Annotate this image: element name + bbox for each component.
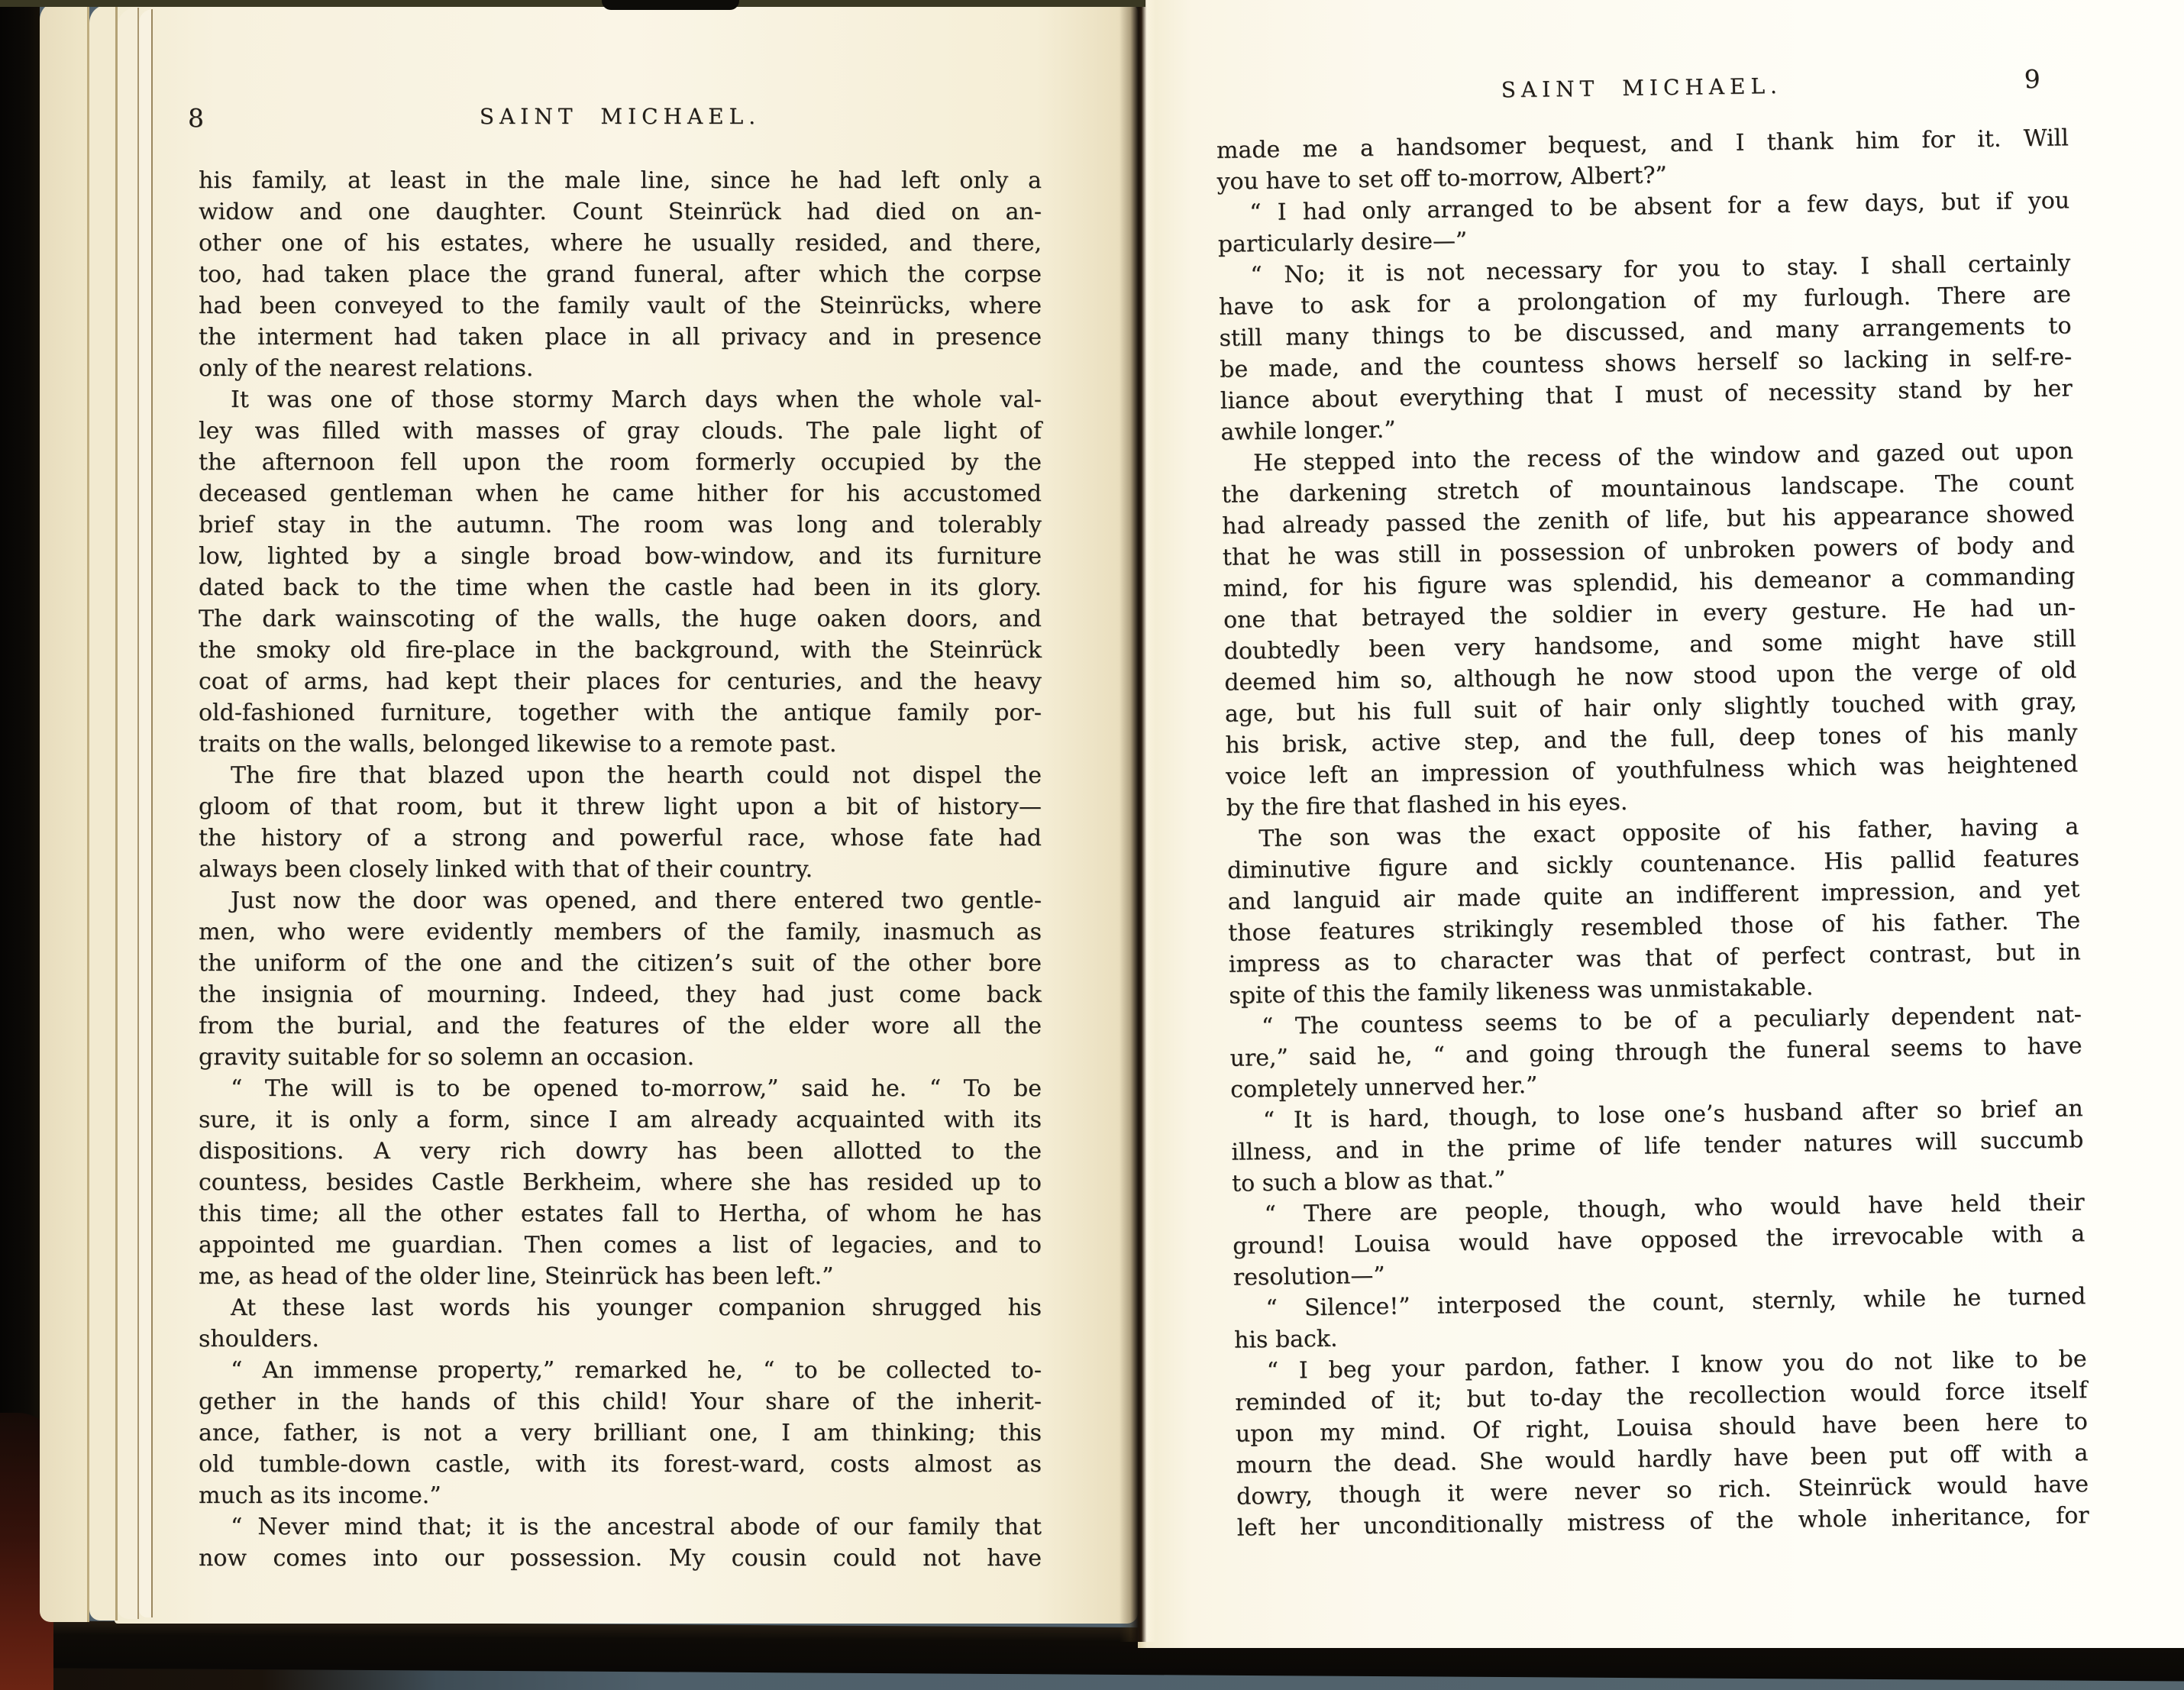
text-line: gravity suitable for so solemn an occasion. [199,1044,695,1071]
text-line: his brisk, active step, and the full, deep tones of his manly [1225,719,2078,759]
text-line: Just now the door was opened, and there entered two gentle- [231,887,1042,914]
top-edge-shadow [0,0,1145,7]
left-page-header [188,101,1042,136]
text-line: appointed me guardian. Then comes a list of legacies, and to [199,1232,1042,1259]
text-line: countess, besides Castle Berkheim, where she has resided up to [199,1169,1042,1196]
left-page [115,5,1138,1624]
spine-gutter-shadow [1119,0,1156,1642]
text-line: liance about everything that I must of necessity stand by her [1220,375,2073,415]
text-line: At these last words his younger companion shrugged his [231,1294,1042,1321]
text-line: the smoky old fire-place in the background, with the Steinrück [199,637,1042,664]
right-page-number: 9 [2024,63,2040,95]
text-line: dated back to the time when the castle had been in its glory. [199,574,1042,601]
text-line: dispositions. A very rich dowry has been allotted to the [199,1138,1042,1165]
text-line: those features strikingly resembled those of his father. The [1227,907,2081,947]
page-edge-sheet [89,5,118,1621]
text-line: the darkening stretch of mountainous landscape. The count [1221,469,2074,509]
text-line: “ I had only arranged to be absent for a few days, but if you [1249,187,2070,227]
text-line: made me a handsomer bequest, and I thank him for it. Will [1216,124,2069,164]
text-line: gether in the hands of this child! Your share of the inherit- [199,1388,1042,1415]
text-line: diminutive figure and sickly countenance. His pallid features [1226,845,2080,884]
text-line: completely unnerved her.” [1229,1071,1538,1104]
text-line: upon my mind. Of right, Louisa should have been here to [1235,1408,2089,1448]
text-line: old-fashioned furniture, together with the antique family por- [199,700,1042,726]
text-line: resolution—” [1233,1262,1385,1291]
text-line: one that betrayed the soldier in every gesture. He had un- [1223,594,2076,634]
text-line: too, had taken place the grand funeral, after which the corpse [199,261,1042,288]
text-line: ure,” said he, “ and going through the funeral seems to have [1229,1032,2082,1072]
text-line: spite of this the family likeness was unmistakable. [1229,974,1814,1010]
text-line: have to ask for a prolongation of my furlough. There are [1218,281,2072,321]
text-line: The son was the exact opposite of his father, having a [1258,813,2079,853]
text-line: “ The will is to be opened to-morrow,” said he. “ To be [231,1075,1042,1102]
text-line: this time; all the other estates fall to Hertha, of whom he has [199,1200,1042,1227]
text-line: always been closely linked with that of their country. [199,856,813,883]
text-line: “ Never mind that; it is the ancestral abode of our family that [231,1514,1042,1540]
text-line: now comes into our possession. My cousin could not have [199,1545,1042,1572]
right-page-header [1216,63,2069,114]
text-line: “ There are people, though, who would have held their [1264,1189,2085,1229]
text-line: He stepped into the recess of the window and gazed out upon [1252,438,2074,477]
text-line: The fire that blazed upon the hearth could not dispel the [231,762,1042,789]
text-line: doubtedly been very handsome, and some might have still [1223,625,2076,665]
text-line: be made, and the countess shows herself so lacking in self-re- [1219,344,2073,383]
text-line: you have to set off to-morrow, Albert?” [1216,162,1668,195]
text-line: men, who were evidently members of the family, inasmuch as [199,919,1042,945]
text-line: particularly desire—” [1217,227,1468,258]
text-line: and languid air made quite an indifferent impression, and yet [1227,876,2080,916]
page-edge-sheet [118,8,139,1619]
text-line: mourn the dead. She would hardly have been put off with a [1236,1440,2089,1479]
page-edge-sheet [139,9,153,1617]
text-line: the uniform of the one and the citizen’s suit of the other bore [199,950,1042,977]
text-line: shoulders. [199,1326,319,1352]
text-line: the history of a strong and powerful race, whose fate had [199,825,1042,851]
text-line: It was one of those stormy March days when the whole val- [231,386,1042,413]
text-line: “ I beg your pardon, father. I know you do not like to be [1266,1346,2087,1385]
text-line: deemed him so, although he now stood upon the verge of old [1224,657,2077,696]
text-line: old tumble-down castle, with its forest-ward, costs almost as [199,1451,1042,1478]
text-line: low, lighted by a single broad bow-window, and its furniture [199,543,1042,570]
text-line: traits on the walls, belonged likewise to a remote past. [199,731,837,758]
top-edge-notch [602,0,739,10]
text-line: dowry, though it were never so rich. Steinrück would have [1236,1471,2089,1511]
text-line: impress as to character was that of perfect contrast, but in [1228,939,2081,978]
text-line: ance, father, is not a very brilliant one, I am thinking; this [199,1420,1042,1446]
text-line: to such a blow as that.” [1231,1166,1506,1197]
text-line: other one of his estates, where he usually resided, and there, [199,230,1042,257]
right-page-body [1216,122,2089,1543]
text-line: the interment had taken place in all privacy and in presence [199,324,1042,351]
text-line: voice left an impression of youthfulness which was heightened [1225,751,2079,790]
page-edge-sheet [40,2,89,1622]
text-line: his family, at least in the male line, since he had left only a [199,167,1042,194]
text-line: much as its income.” [199,1482,441,1509]
text-line: “ No; it is not necessary for you to stay. I shall certainly [1250,250,2071,289]
text-line: “ An immense property,” remarked he, “ to be collected to- [231,1357,1042,1384]
text-line: “ Silence!” interposed the count, sternly, while he turned [1265,1283,2086,1323]
text-line: age, but his full suit of hair only slightly touched with gray, [1224,688,2078,728]
text-line: from the burial, and the features of the elder wore all the [199,1013,1042,1039]
text-line: gloom of that room, but it threw light upon a bit of history— [199,793,1042,820]
text-line: The dark wainscoting of the walls, the huge oaken doors, and [199,606,1042,632]
text-line: by the fire that flashed in his eyes. [1226,788,1628,822]
text-line: the insignia of mourning. Indeed, they had just come back [199,981,1042,1008]
running-head: SAINT MICHAEL. [1501,73,1783,103]
text-line: illness, and in the prime of life tender natures will succumb [1231,1126,2084,1166]
text-line: coat of arms, had kept their places for centuries, and the heavy [199,668,1042,695]
text-line: reminded of it; but to-day the recollection would force itself [1235,1377,2088,1417]
text-line: deceased gentleman when he came hither for his accustomed [199,480,1042,507]
running-head: SAINT MICHAEL. [479,104,761,129]
text-line: “ It is hard, though, to lose one’s husband after so brief an [1262,1095,2083,1135]
right-page-text-column [1216,63,2089,1543]
text-line: brief stay in the autumn. The room was long and tolerably [199,512,1042,538]
text-line: “ The countess seems to be of a peculiarly dependent nat- [1261,1001,2082,1041]
text-line: had been conveyed to the family vault of the Steinrücks, where [199,292,1042,319]
text-line: ground! Louisa would have opposed the irrevocable with a [1233,1220,2085,1260]
text-line: still many things to be discussed, and many arrangements to [1219,312,2072,352]
text-line: awhile longer.” [1220,416,1396,446]
text-line: sure, it is only a form, since I am already acquainted with its [199,1107,1042,1133]
text-line: left her unconditionally mistress of the whole inheritance, for [1236,1502,2089,1542]
text-line: ley was filled with masses of gray clouds. The pale light of [199,418,1042,444]
left-page-number: 8 [188,103,204,133]
left-page-body [199,165,1042,1574]
text-line: the afternoon fell upon the room formerly occupied by the [199,449,1042,476]
text-line: had already passed the zenith of life, but his appearance showed [1222,500,2075,540]
left-page-text-column [188,101,1042,1574]
text-line: me, as head of the older line, Steinrück has been left.” [199,1263,834,1290]
text-line: widow and one daughter. Count Steinrück had died on an- [199,199,1042,225]
text-line: mind, for his figure was splendid, his demeanor a commanding [1223,563,2076,603]
text-line: only of the nearest relations. [199,355,534,382]
text-line: his back. [1233,1325,1338,1354]
right-page [1138,0,2184,1648]
text-line: that he was still in possession of unbroken powers of body and [1222,532,2076,571]
